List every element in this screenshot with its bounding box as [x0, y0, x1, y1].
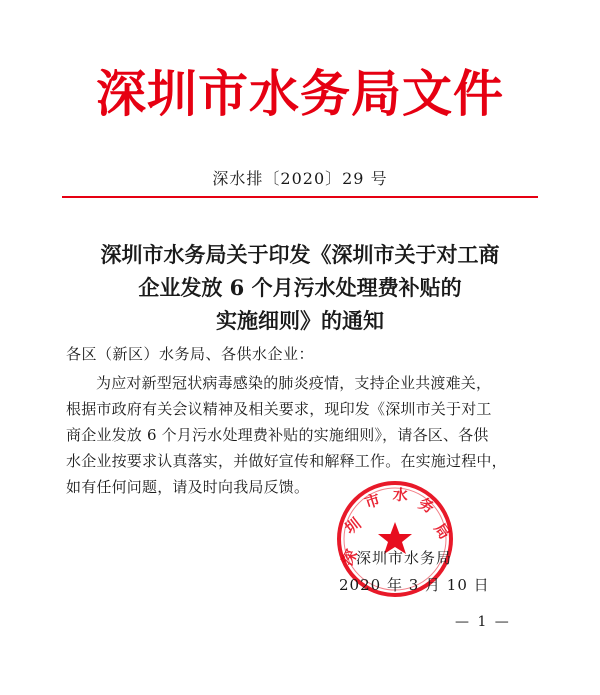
- svg-text:深: 深: [338, 546, 362, 569]
- signature-date: 2020 年 3 月 10 日: [339, 576, 490, 594]
- body-line-3: 商企业发放 6 个月污水处理费补贴的实施细则》，请各区、各供: [66, 426, 489, 444]
- document-number: 深水排〔2020〕29 号: [212, 169, 388, 188]
- svg-text:圳: 圳: [341, 514, 365, 538]
- red-divider-line: [62, 196, 538, 198]
- svg-text:局: 局: [430, 519, 454, 543]
- page-number: — 1 —: [455, 614, 511, 630]
- notice-title-line-3: 实施细则》的通知: [216, 308, 384, 333]
- notice-title: [60, 238, 540, 337]
- notice-title-line-2: 企业发放 6 个月污水处理费补贴的: [138, 275, 462, 300]
- body-line-5: 如有任何问题，请及时向我局反馈。: [66, 478, 310, 496]
- body-line-2: 根据市政府有关会议精神及相关要求，现印发《深圳市关于对工: [66, 400, 492, 418]
- svg-text:水: 水: [392, 485, 409, 505]
- signature-organization: 深圳市水务局: [356, 549, 453, 567]
- svg-text:务: 务: [415, 494, 438, 518]
- notice-title-line-1: 深圳市水务局关于印发《深圳市关于对工商: [100, 242, 500, 267]
- body-line-4: 水企业按要求认真落实，并做好宣传和解释工作。在实施过程中，: [66, 452, 507, 470]
- document-header-title: 深圳市水务局文件: [96, 65, 504, 123]
- body-line-1: 为应对新型冠状病毒感染的肺炎疫情，支持企业共渡难关，: [96, 374, 492, 392]
- salutation: 各区（新区）水务局、各供水企业：: [66, 345, 315, 363]
- notice-body: [66, 370, 536, 500]
- svg-text:市: 市: [362, 490, 383, 513]
